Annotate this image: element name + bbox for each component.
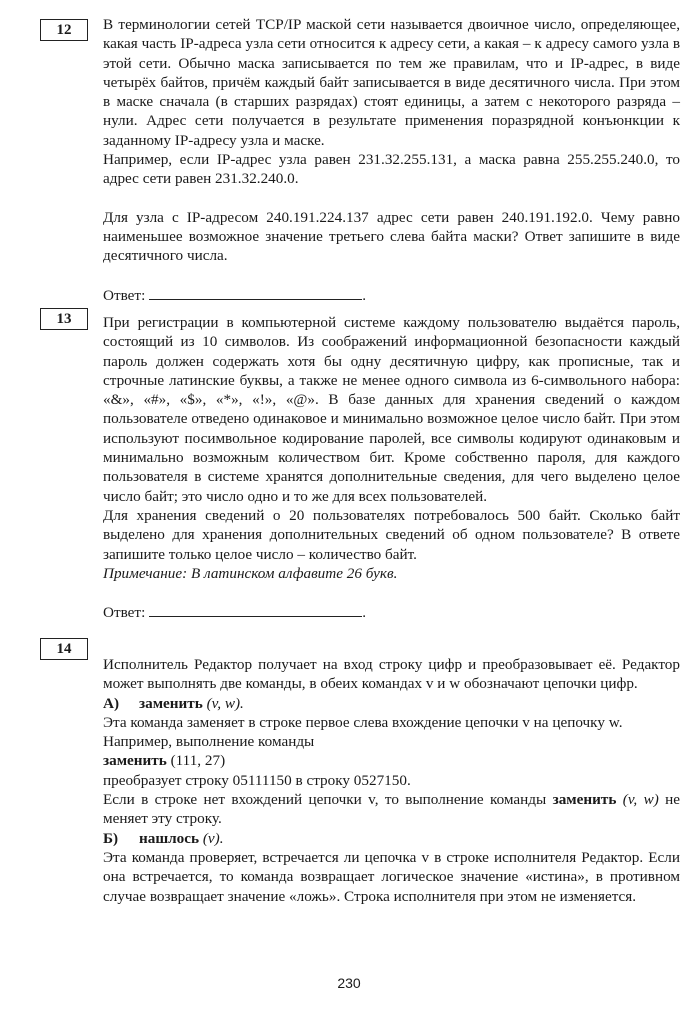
answer-field[interactable]: [149, 285, 362, 300]
command-name: нашлось: [139, 829, 200, 847]
answer-field[interactable]: [149, 602, 362, 617]
command-b-desc: Эта команда проверяет, встречается ли цепочка v в строке исполнителя Редактор. Если она встречается, то команда возвращает логическое значение «истина», в противном случае возвращает значение «ложь». Строка исполнителя при этом не изменяется.: [103, 848, 680, 905]
command-b-header: Б) нашлось (v).: [103, 829, 224, 847]
command-a-example-intro: Например, выполнение команды: [103, 733, 315, 751]
command-a-example-result: преобразует строку 05111150 в строку 0527150.: [103, 771, 411, 789]
answer-row: Ответ: .: [103, 604, 367, 622]
command-a-no-match: Если в строке нет вхождений цепочки v, то выполнение команды заменить (v, w) не меняет эту строку.: [103, 791, 681, 828]
task-body: [103, 313, 680, 622]
task-number-box: 13: [40, 308, 88, 330]
task-text: При регистрации в компьютерной системе каждому пользователю выдаётся пароль, состоящий из 10 символов. Из соображений информационной безопасности каждый пароль должен содержать хотя бы одну десятичную цифру, как прописные, так и строчные латинские буквы, а также не менее одного символа из 6-символьного набора: «&», «#», «$», «*», «!», «@». В базе данных для хранения сведений о каждом пользователе отведено одинаковое и минимально возможное целое число байт. При этом используют посимвольное кодирование паролей, все символы кодируют одинаковым и минимально возможным количеством бит. Кроме собственно пароля, для каждого пользователя в системе хранятся дополнительные сведения, для чего выделено целое число байт; это число одно и то же для всех пользователей.: [103, 314, 680, 505]
task-question: Для хранения сведений о 20 пользователях потребовалось 500 байт. Сколько байт выделено для хранения дополнительных сведений об одном пользователе? В ответе запишите только целое число – количество байт.: [103, 506, 680, 563]
answer-row: Ответ: .: [103, 286, 367, 304]
command-name: заменить: [139, 694, 203, 712]
command-a-header: А) заменить (v, w).: [103, 694, 244, 712]
task-number-box: 12: [40, 19, 88, 41]
task-note: Примечание: В латинском алфавите 26 букв.: [103, 564, 398, 582]
task-number-box: 14: [40, 638, 88, 660]
command-args: (v).: [202, 829, 224, 847]
page-number: 230: [337, 975, 361, 991]
command-a-desc: Эта команда заменяет в строке первое слева вхождение цепочки v на цепочку w.: [103, 713, 623, 731]
task-body: [103, 655, 680, 906]
task-intro: Исполнитель Редактор получает на вход строку цифр и преобразовывает её. Редактор может выполнять две команды, в обеих командах v и w обозначают цепочки цифр.: [103, 656, 680, 693]
answer-label: Ответ:: [103, 286, 146, 304]
command-a-example: заменить (111, 27): [103, 752, 226, 770]
task-example: Например, если IP-адрес узла равен 231.32.255.131, а маска равна 255.255.240.0, то адрес сети равен 231.32.240.0.: [103, 151, 680, 188]
answer-label: Ответ:: [103, 604, 146, 622]
task-body: [103, 15, 680, 305]
task-question: Для узла с IP-адресом 240.191.224.137 адрес сети равен 240.191.192.0. Чему равно наименьшее возможное значение третьего слева байта маски? Ответ запишите в виде десятичного числа.: [103, 208, 680, 265]
task-text: В терминологии сетей TCP/IP маской сети называется двоичное число, определяющее, какая часть IP-адреса узла сети относится к адресу сети, а какая – к адресу самого узла в этой сети. Обычно маска записывается по тем же правилам, что и IP-адрес, в виде четырёх байтов, причём каждый байт записывается в виде десятичного числа. При этом в маске сначала (в старших разрядах) стоят единицы, а затем с некоторого разряда – нули. Адрес сети получается в результате применения поразрядной конъюнкции к заданному IP-адресу узла и маске.: [103, 16, 680, 149]
command-args: (v, w).: [206, 694, 244, 712]
